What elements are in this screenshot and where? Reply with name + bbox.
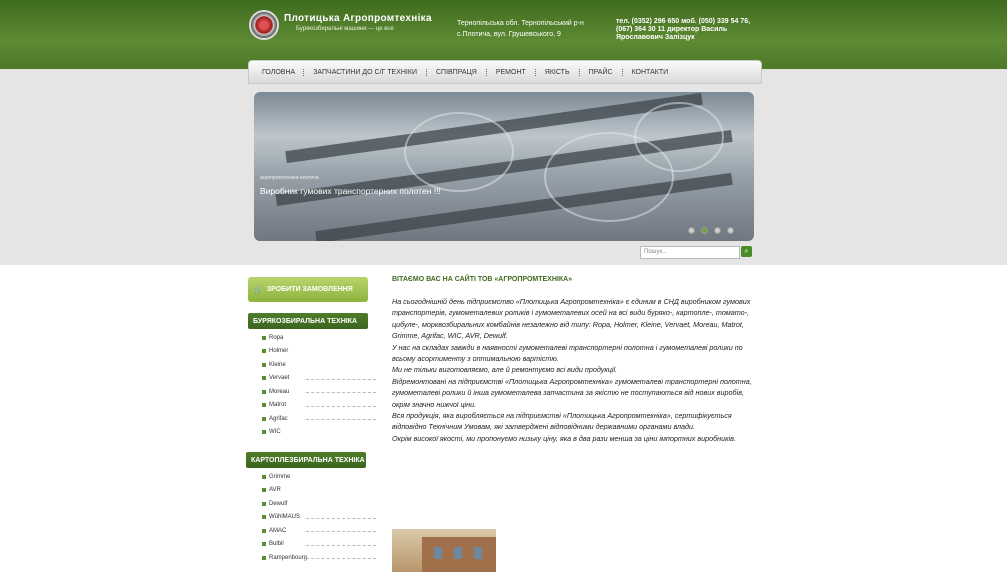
category-title[interactable]: КАРТОПЛЕЗБИРАЛЬНА ТЕХНІКА xyxy=(246,452,366,468)
nav-item[interactable]: ЯКІСТЬ xyxy=(535,69,579,76)
search-icon: ⌕ xyxy=(744,248,749,255)
category-item-label: AVR xyxy=(269,487,281,494)
category-item-label: AMAC xyxy=(269,527,287,534)
bullet-icon xyxy=(262,556,266,560)
slider-dot[interactable] xyxy=(688,227,695,234)
bullet-icon xyxy=(262,542,266,546)
category-item[interactable] xyxy=(262,385,289,399)
welcome-heading: ВІТАЄМО ВАС НА САЙТІ ТОВ «АГРОПРОМТЕХНІКА» xyxy=(392,276,573,283)
intro-text xyxy=(392,296,754,444)
bullet-icon xyxy=(262,363,266,367)
category-item-label: Holmer xyxy=(269,348,289,355)
slider-dot[interactable] xyxy=(714,227,721,234)
category-item[interactable] xyxy=(262,412,289,426)
bullet-icon xyxy=(262,336,266,340)
coil-shape xyxy=(404,112,514,192)
category-list xyxy=(262,470,307,565)
intro-paragraph: Відремонтовані на підприємстві «Плотицька Агропромтехніка» гумометалеві транспортерні полотна, гумометалеві ролики й інша гумометалева запчастина за якістю не поступаються від нових виробів, окрім значно нижчої ціни. xyxy=(392,376,752,409)
slider-dot[interactable] xyxy=(701,227,708,234)
category-item[interactable] xyxy=(262,372,289,386)
bullet-icon xyxy=(262,475,266,479)
category-item-label: Kleine xyxy=(269,361,286,368)
category-item[interactable] xyxy=(262,538,307,552)
search-button[interactable] xyxy=(741,246,752,257)
company-logo[interactable] xyxy=(249,10,279,40)
slider-dots xyxy=(688,227,734,234)
category-item-label: Moreau xyxy=(269,388,290,395)
category-item[interactable] xyxy=(262,470,307,484)
bullet-icon xyxy=(262,430,266,434)
category-item[interactable] xyxy=(262,426,289,440)
category-list xyxy=(262,331,289,439)
address-text: Тернопільська обл. Тернопільський р-н с.Плотича, вул. Грушевського, 9 xyxy=(457,20,584,38)
nav-item[interactable]: ПРАЙС xyxy=(579,69,622,76)
intro-paragraph: Вся продукція, яка виробляється на підприємстві «Плотицька Агропромтехніка», сертифікується відповідно Технічним Умовам, які затверджені відповідними державними органами влади. xyxy=(392,411,732,432)
category-item-label: Ropa xyxy=(269,334,284,341)
cart-icon: 🛒 xyxy=(254,286,263,294)
main-nav xyxy=(248,60,762,84)
intro-paragraph: Ми не тільки виготовляємо, але й ремонтуємо всі види продукції. xyxy=(392,365,618,375)
bullet-icon xyxy=(262,515,266,519)
bullet-icon xyxy=(262,529,266,533)
building-photo xyxy=(392,529,496,572)
bullet-icon xyxy=(262,403,266,407)
intro-paragraph: У нас на складах завжди в наявності гумометалеві транспортерні полотна і гумометалеві ролики по всьому асортименту з оптимальною вартістю. xyxy=(392,342,743,364)
slider-dot[interactable] xyxy=(727,227,734,234)
intro-paragraph: Окрім високої якості, ми пропонуємо низьку ціну, яка в два рази менша за ціни імпортних виробників. xyxy=(392,433,736,443)
category-item-label: Vervaet xyxy=(269,375,290,382)
category-item-label: WühlMAUS xyxy=(269,514,301,521)
category-item[interactable] xyxy=(262,358,289,372)
category-item-label: Rampenbourg xyxy=(269,554,308,561)
nav-item[interactable]: КОНТАКТИ xyxy=(622,69,678,76)
intro-paragraph: На сьогоднішній день підприємство «Плотицька Агропромтехніка» є єдиним в СНД виробником гумових транспортерів, гумометалевих роликів і гумометалевих осей на всі види буряко-, картопле-, томато-, цибуле-, морквозбиральних комбайнів незалежно від типу: Ropa, Holmer, Kleine, Vervaet, Moreau, Matrot, Grimme, Agrifac, WIC, AVR, Dewulf. xyxy=(392,297,751,341)
order-button-label: ЗРОБИТИ ЗАМОВЛЕННЯ xyxy=(266,286,353,293)
bullet-icon xyxy=(262,376,266,380)
bullet-icon xyxy=(262,417,266,421)
category-item[interactable] xyxy=(262,484,307,498)
search-input[interactable]: Пошук... xyxy=(640,246,740,259)
category-item-label: Dewulf xyxy=(269,500,288,507)
image-slider[interactable] xyxy=(254,92,754,241)
slide-small-caption: агропромтехніка-плотича xyxy=(260,175,319,181)
contact-text: тел. (0352) 296 650 моб. (050) 339 54 76, (067) 364 30 11 директор Василь Ярославович Залізцук xyxy=(616,18,751,41)
category-item[interactable] xyxy=(262,399,289,413)
category-item[interactable] xyxy=(262,497,307,511)
nav-item[interactable]: ГОЛОВНА xyxy=(262,68,296,76)
category-title[interactable]: БУРЯКОЗБИРАЛЬНА ТЕХНІКА xyxy=(248,313,368,329)
category-item-label: Agrifac xyxy=(269,415,288,422)
nav-item[interactable]: РЕМОНТ xyxy=(486,69,535,76)
brand-tagline: Бурякозбиральні машини — це все xyxy=(296,26,394,32)
bullet-icon xyxy=(262,390,266,394)
category-item[interactable] xyxy=(262,331,289,345)
category-item[interactable] xyxy=(262,551,307,565)
category-item-label: Grimme xyxy=(269,473,291,480)
category-item[interactable] xyxy=(262,345,289,359)
category-item-label: Bulbil xyxy=(269,541,284,548)
category-item[interactable] xyxy=(262,511,307,525)
bullet-icon xyxy=(262,349,266,353)
bullet-icon xyxy=(262,502,266,506)
nav-item[interactable]: СПІВПРАЦЯ xyxy=(426,69,486,76)
nav-item[interactable]: ЗАПЧАСТИНИ ДО С/Г ТЕХНІКИ xyxy=(303,69,426,76)
coil-shape xyxy=(634,102,724,172)
slide-title: Виробник гумових транспортерних полотен !!! xyxy=(260,186,441,196)
brand-name: Плотицька Агропромтехніка xyxy=(284,13,432,24)
category-item-label: WIC xyxy=(269,429,281,436)
bullet-icon xyxy=(262,488,266,492)
category-item-label: Matrot xyxy=(269,402,287,409)
order-button[interactable] xyxy=(248,277,368,302)
category-item[interactable] xyxy=(262,524,307,538)
